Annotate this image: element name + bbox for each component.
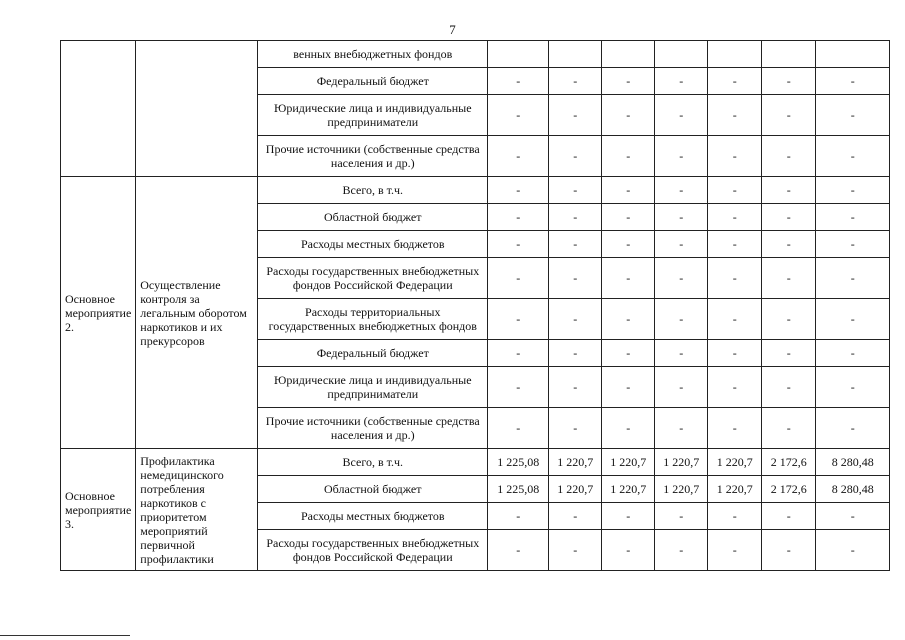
- value-cell: -: [549, 204, 602, 231]
- value-cell: -: [708, 95, 762, 136]
- value-cell: -: [655, 68, 708, 95]
- value-cell: -: [488, 204, 549, 231]
- value-cell: -: [488, 231, 549, 258]
- value-cell: -: [816, 258, 890, 299]
- value-cell: 1 220,7: [708, 476, 762, 503]
- value-cell: 1 225,08: [488, 476, 549, 503]
- value-cell: [655, 41, 708, 68]
- value-cell: [602, 41, 655, 68]
- source-cell: Прочие источники (собственные средства населения и др.): [258, 136, 488, 177]
- source-cell: Всего, в т.ч.: [258, 449, 488, 476]
- value-cell: -: [488, 177, 549, 204]
- value-cell: -: [816, 204, 890, 231]
- value-cell: 8 280,48: [816, 449, 890, 476]
- value-cell: -: [602, 258, 655, 299]
- value-cell: -: [762, 177, 816, 204]
- source-cell: Федеральный бюджет: [258, 340, 488, 367]
- table-body: [61, 41, 890, 571]
- value-cell: -: [762, 95, 816, 136]
- value-cell: -: [708, 530, 762, 571]
- value-cell: -: [488, 95, 549, 136]
- value-cell: [762, 41, 816, 68]
- value-cell: -: [762, 204, 816, 231]
- value-cell: -: [816, 503, 890, 530]
- activity-name: Осуществление контроля за легальным оборотом наркотиков и их прекурсоров: [136, 177, 258, 449]
- code-cell-empty: [61, 41, 136, 177]
- value-cell: [549, 41, 602, 68]
- value-cell: -: [602, 177, 655, 204]
- value-cell: 1 220,7: [708, 449, 762, 476]
- value-cell: -: [488, 503, 549, 530]
- value-cell: -: [655, 503, 708, 530]
- source-cell: Расходы государственных внебюджетных фондов Российской Федерации: [258, 258, 488, 299]
- value-cell: -: [602, 95, 655, 136]
- value-cell: 1 220,7: [549, 476, 602, 503]
- value-cell: -: [602, 408, 655, 449]
- value-cell: -: [602, 530, 655, 571]
- value-cell: -: [655, 258, 708, 299]
- value-cell: -: [708, 503, 762, 530]
- name-cell-empty: [136, 41, 258, 177]
- value-cell: -: [655, 299, 708, 340]
- value-cell: 1 225,08: [488, 449, 549, 476]
- value-cell: -: [488, 299, 549, 340]
- source-cell: Расходы государственных внебюджетных фондов Российской Федерации: [258, 530, 488, 571]
- value-cell: -: [816, 340, 890, 367]
- source-cell: Расходы местных бюджетов: [258, 231, 488, 258]
- budget-table: [60, 40, 890, 571]
- value-cell: 1 220,7: [602, 476, 655, 503]
- value-cell: -: [708, 231, 762, 258]
- source-cell: Областной бюджет: [258, 476, 488, 503]
- value-cell: -: [488, 408, 549, 449]
- activity-code: Основное мероприятие 3.: [61, 449, 136, 571]
- value-cell: -: [708, 367, 762, 408]
- value-cell: -: [762, 408, 816, 449]
- value-cell: 1 220,7: [602, 449, 655, 476]
- value-cell: -: [602, 340, 655, 367]
- value-cell: [816, 41, 890, 68]
- value-cell: 1 220,7: [549, 449, 602, 476]
- value-cell: -: [602, 204, 655, 231]
- value-cell: -: [549, 340, 602, 367]
- source-cell: венных внебюджетных фондов: [258, 41, 488, 68]
- value-cell: -: [816, 367, 890, 408]
- value-cell: -: [816, 95, 890, 136]
- value-cell: -: [708, 177, 762, 204]
- value-cell: -: [816, 408, 890, 449]
- value-cell: -: [708, 299, 762, 340]
- value-cell: [708, 41, 762, 68]
- value-cell: -: [549, 367, 602, 408]
- value-cell: -: [655, 177, 708, 204]
- value-cell: -: [488, 340, 549, 367]
- source-cell: Расходы территориальных государственных внебюджетных фондов: [258, 299, 488, 340]
- activity-name: Профилактика немедицинского потребления наркотиков с приоритетом мероприятий первичной профилактики: [136, 449, 258, 571]
- value-cell: -: [816, 299, 890, 340]
- source-cell: Областной бюджет: [258, 204, 488, 231]
- value-cell: -: [708, 408, 762, 449]
- value-cell: -: [602, 299, 655, 340]
- value-cell: -: [762, 367, 816, 408]
- value-cell: -: [549, 299, 602, 340]
- source-cell: Всего, в т.ч.: [258, 177, 488, 204]
- value-cell: -: [549, 258, 602, 299]
- value-cell: -: [655, 136, 708, 177]
- value-cell: -: [602, 136, 655, 177]
- page-number: 7: [449, 22, 456, 37]
- value-cell: -: [708, 136, 762, 177]
- value-cell: -: [708, 340, 762, 367]
- value-cell: -: [602, 68, 655, 95]
- value-cell: -: [816, 231, 890, 258]
- value-cell: -: [602, 503, 655, 530]
- value-cell: -: [488, 258, 549, 299]
- value-cell: -: [816, 530, 890, 571]
- value-cell: -: [762, 340, 816, 367]
- value-cell: -: [488, 367, 549, 408]
- page-edge-line: [0, 635, 130, 636]
- value-cell: -: [708, 204, 762, 231]
- value-cell: -: [488, 530, 549, 571]
- value-cell: -: [602, 367, 655, 408]
- value-cell: -: [816, 136, 890, 177]
- value-cell: -: [549, 68, 602, 95]
- value-cell: -: [549, 408, 602, 449]
- source-cell: Прочие источники (собственные средства населения и др.): [258, 408, 488, 449]
- value-cell: -: [762, 503, 816, 530]
- value-cell: -: [549, 136, 602, 177]
- value-cell: -: [655, 367, 708, 408]
- source-cell: Юридические лица и индивидуальные предприниматели: [258, 95, 488, 136]
- table-row: [61, 177, 890, 204]
- activity-code: Основное мероприятие 2.: [61, 177, 136, 449]
- value-cell: -: [655, 95, 708, 136]
- value-cell: -: [816, 177, 890, 204]
- value-cell: [488, 41, 549, 68]
- value-cell: -: [549, 231, 602, 258]
- value-cell: 8 280,48: [816, 476, 890, 503]
- value-cell: -: [762, 136, 816, 177]
- source-cell: Юридические лица и индивидуальные предприниматели: [258, 367, 488, 408]
- value-cell: -: [655, 204, 708, 231]
- value-cell: -: [549, 530, 602, 571]
- table-row: [61, 449, 890, 476]
- value-cell: -: [762, 258, 816, 299]
- value-cell: -: [655, 408, 708, 449]
- value-cell: 2 172,6: [762, 476, 816, 503]
- source-cell: Федеральный бюджет: [258, 68, 488, 95]
- source-cell: Расходы местных бюджетов: [258, 503, 488, 530]
- value-cell: -: [655, 231, 708, 258]
- value-cell: -: [602, 231, 655, 258]
- value-cell: -: [762, 68, 816, 95]
- value-cell: 2 172,6: [762, 449, 816, 476]
- value-cell: -: [762, 299, 816, 340]
- value-cell: -: [708, 68, 762, 95]
- value-cell: -: [762, 530, 816, 571]
- value-cell: -: [816, 68, 890, 95]
- value-cell: 1 220,7: [655, 476, 708, 503]
- value-cell: -: [549, 503, 602, 530]
- value-cell: -: [488, 136, 549, 177]
- value-cell: -: [549, 177, 602, 204]
- value-cell: -: [655, 340, 708, 367]
- value-cell: -: [655, 530, 708, 571]
- value-cell: 1 220,7: [655, 449, 708, 476]
- value-cell: -: [549, 95, 602, 136]
- table-row: [61, 41, 890, 68]
- value-cell: -: [708, 258, 762, 299]
- value-cell: -: [762, 231, 816, 258]
- value-cell: -: [488, 68, 549, 95]
